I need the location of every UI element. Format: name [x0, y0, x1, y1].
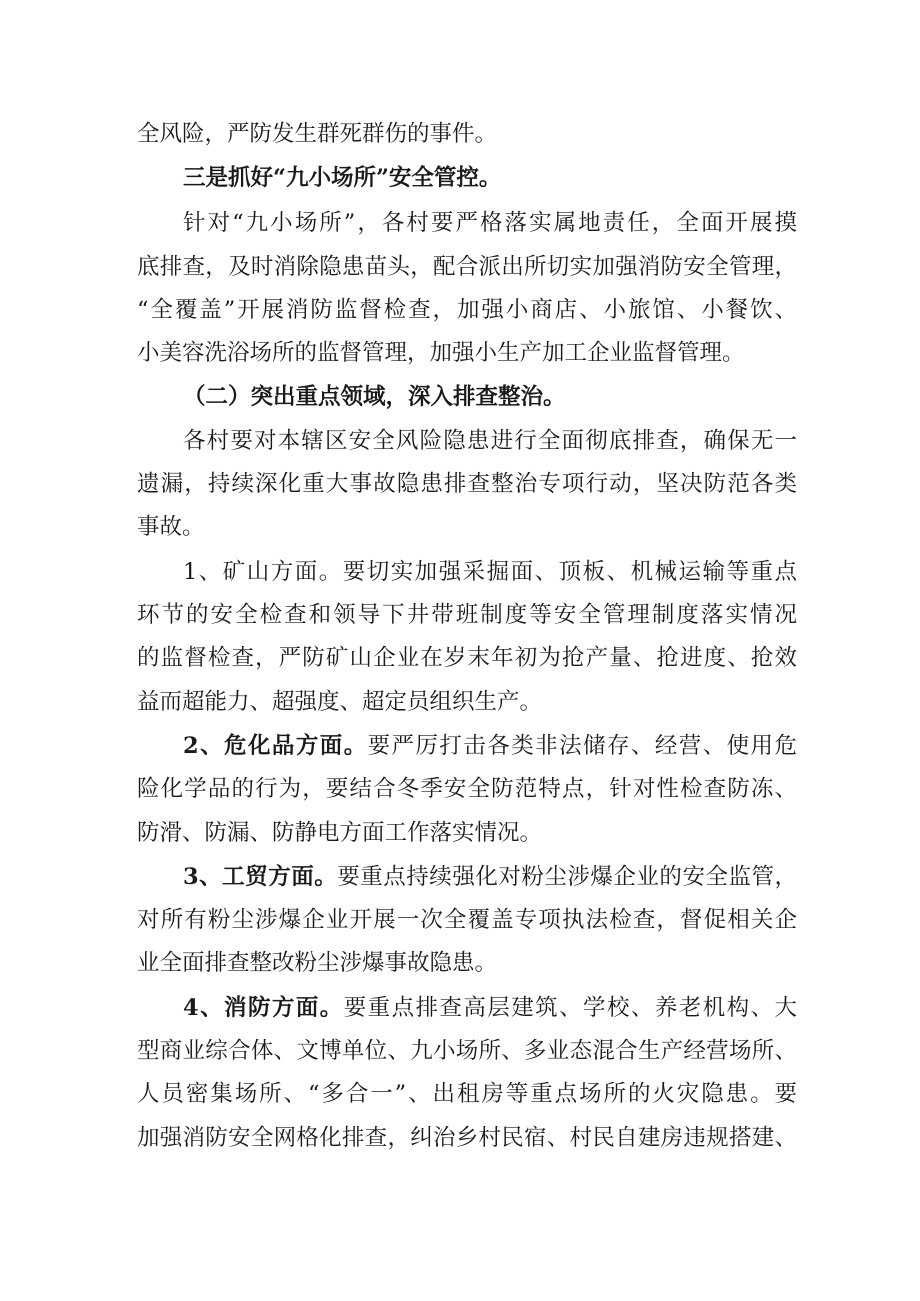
paragraph-line: 小美容洗浴场所的监督管理，加强小生产加工企业监督管理。 — [137, 340, 745, 366]
paragraph-line: 加强消防安全网格化排查，纠治乡村民宿、村民自建房违规搭建、 — [137, 1125, 797, 1151]
item-heading: 4、消防方面。 — [183, 995, 344, 1021]
paragraph-line: 环节的安全检查和领导下井带班制度等安全管理制度落实情况 — [137, 602, 797, 628]
paragraph-line: 益而超能力、超强度、超定员组织生产。 — [137, 689, 543, 715]
paragraph-line: 全风险，严防发生群死群伤的事件。 — [137, 121, 498, 147]
section-heading: （二）突出重点领域，深入排查整治。 — [183, 384, 566, 410]
item-heading: 2、危化品方面。 — [183, 733, 368, 759]
paragraph-line: 各村要对本辖区安全风险隐患进行全面彻底排查，确保无一 — [183, 428, 797, 454]
paragraph-line: 2、危化品方面。要严厉打击各类非法储存、经营、使用危 — [183, 733, 797, 759]
paragraph-line: 3、工贸方面。要重点持续强化对粉尘涉爆企业的安全监管， — [183, 864, 797, 890]
item-heading: 3、工贸方面。 — [183, 864, 338, 890]
paragraph-line: 人员密集场所、“多合一”、出租房等重点场所的火灾隐患。要 — [137, 1081, 797, 1107]
paragraph-line: 底排查，及时消除隐患苗头，配合派出所切实加强消防安全管理， — [137, 254, 797, 280]
paragraph-line: “全覆盖”开展消防监督检查，加强小商店、小旅馆、小餐饮、 — [137, 297, 797, 323]
paragraph-line: 遗漏，持续深化重大事故隐患排查整治专项行动，坚决防范各类 — [137, 471, 797, 497]
paragraph-line: 对所有粉尘涉爆企业开展一次全覆盖专项执法检查，督促相关企 — [137, 907, 797, 933]
paragraph-line: 险化学品的行为，要结合冬季安全防范特点，针对性检查防冻、 — [137, 776, 797, 802]
paragraph-line: 型商业综合体、文博单位、九小场所、多业态混合生产经营场所、 — [137, 1038, 797, 1064]
paragraph-line: 事故。 — [137, 514, 205, 540]
paragraph-line: 的监督检查，严防矿山企业在岁末年初为抢产量、抢进度、抢效 — [137, 645, 797, 671]
paragraph-line: 针对“九小场所”，各村要严格落实属地责任，全面开展摸 — [183, 210, 797, 236]
paragraph-line: 1、矿山方面。要切实加强采掘面、顶板、机械运输等重点 — [183, 559, 797, 585]
paragraph-line: 业全面排查整改粉尘涉爆事故隐患。 — [137, 950, 498, 976]
section-heading: 三是抓好“九小场所”安全管控。 — [183, 165, 502, 191]
paragraph-line: 4、消防方面。要重点排查高层建筑、学校、养老机构、大 — [183, 995, 798, 1021]
paragraph-line: 防滑、防漏、防静电方面工作落实情况。 — [137, 820, 543, 846]
